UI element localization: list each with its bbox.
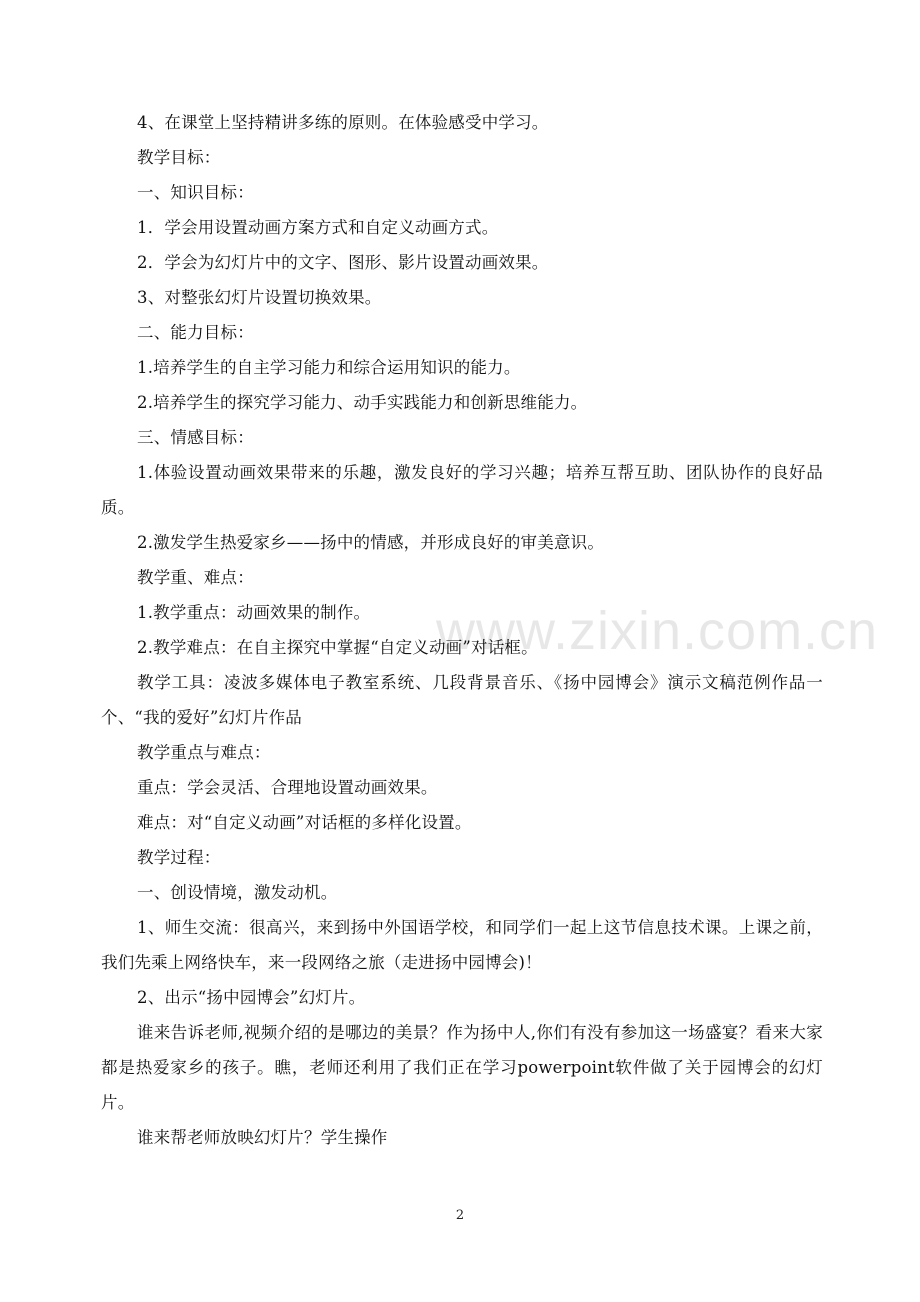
heading-knowledge-goals: 一、知识目标： <box>137 183 254 202</box>
process-substep-1: 1、师生交流：很高兴，来到扬中外国语学校，和同学们一起上这节信息技术课。上课之前，我们先乘上网络快车，来一段网络之旅（走进扬中园博会)！ <box>101 918 823 972</box>
emotion-goal-2: 2.激发学生热爱家乡——扬中的情感，并形成良好的审美意识。 <box>137 533 605 552</box>
page-number: 2 <box>455 1208 465 1223</box>
teaching-tools: 教学工具：凌波多媒体电子教室系统、几段背景音乐、《扬中园博会》演示文稿范例作品一个、“我的爱好”幻灯片作品 <box>101 673 823 727</box>
challenge-point: 难点：对“自定义动画”对话框的多样化设置。 <box>137 813 472 832</box>
process-question: 谁来告诉老师,视频介绍的是哪边的美景？作为扬中人,你们有没有参加这一场盛宴？看来大家都是热爱家乡的孩子。瞧，老师还利用了我们正在学习powerpoint软件做了关于园博会的幻灯片。 <box>101 1023 823 1112</box>
emotion-goal-1: 1.体验设置动画效果带来的乐趣，激发良好的学习兴趣；培养互帮互助、团队协作的良好品质。 <box>101 463 823 517</box>
heading-key-and-difficult: 教学重点与难点： <box>137 743 271 762</box>
heading-emotion-goals: 三、情感目标： <box>137 428 254 447</box>
heading-teaching-process: 教学过程： <box>137 848 221 867</box>
watermark: www.zixin.com.cn <box>436 601 879 661</box>
heading-key-difficult-points: 教学重、难点： <box>137 568 254 587</box>
knowledge-goal-1: 1．学会用设置动画方案方式和自定义动画方式。 <box>137 218 499 237</box>
process-substep-2: 2、出示“扬中园博会”幻灯片。 <box>137 988 366 1007</box>
heading-teaching-goals: 教学目标： <box>137 148 221 167</box>
body-text <box>101 105 823 1155</box>
process-step-1: 一、创设情境，激发动机。 <box>137 883 338 902</box>
focus-point: 重点：学会灵活、合理地设置动画效果。 <box>137 778 438 797</box>
ability-goal-2: 2.培养学生的探究学习能力、动手实践能力和创新思维能力。 <box>137 393 588 412</box>
ability-goal-1: 1.培养学生的自主学习能力和综合运用知识的能力。 <box>137 358 521 377</box>
knowledge-goal-2: 2．学会为幻灯片中的文字、图形、影片设置动画效果。 <box>137 253 549 272</box>
heading-ability-goals: 二、能力目标： <box>137 323 254 342</box>
key-point: 1.教学重点：动画效果的制作。 <box>137 603 371 622</box>
process-student-operation: 谁来帮老师放映幻灯片？学生操作 <box>137 1128 388 1147</box>
paragraph-method-4: 4、在课堂上坚持精讲多练的原则。在体验感受中学习。 <box>137 113 549 132</box>
knowledge-goal-3: 3、对整张幻灯片设置切换效果。 <box>137 288 382 307</box>
difficult-point: 2.教学难点：在自主探究中掌握“自定义动画”对话框。 <box>137 638 538 657</box>
